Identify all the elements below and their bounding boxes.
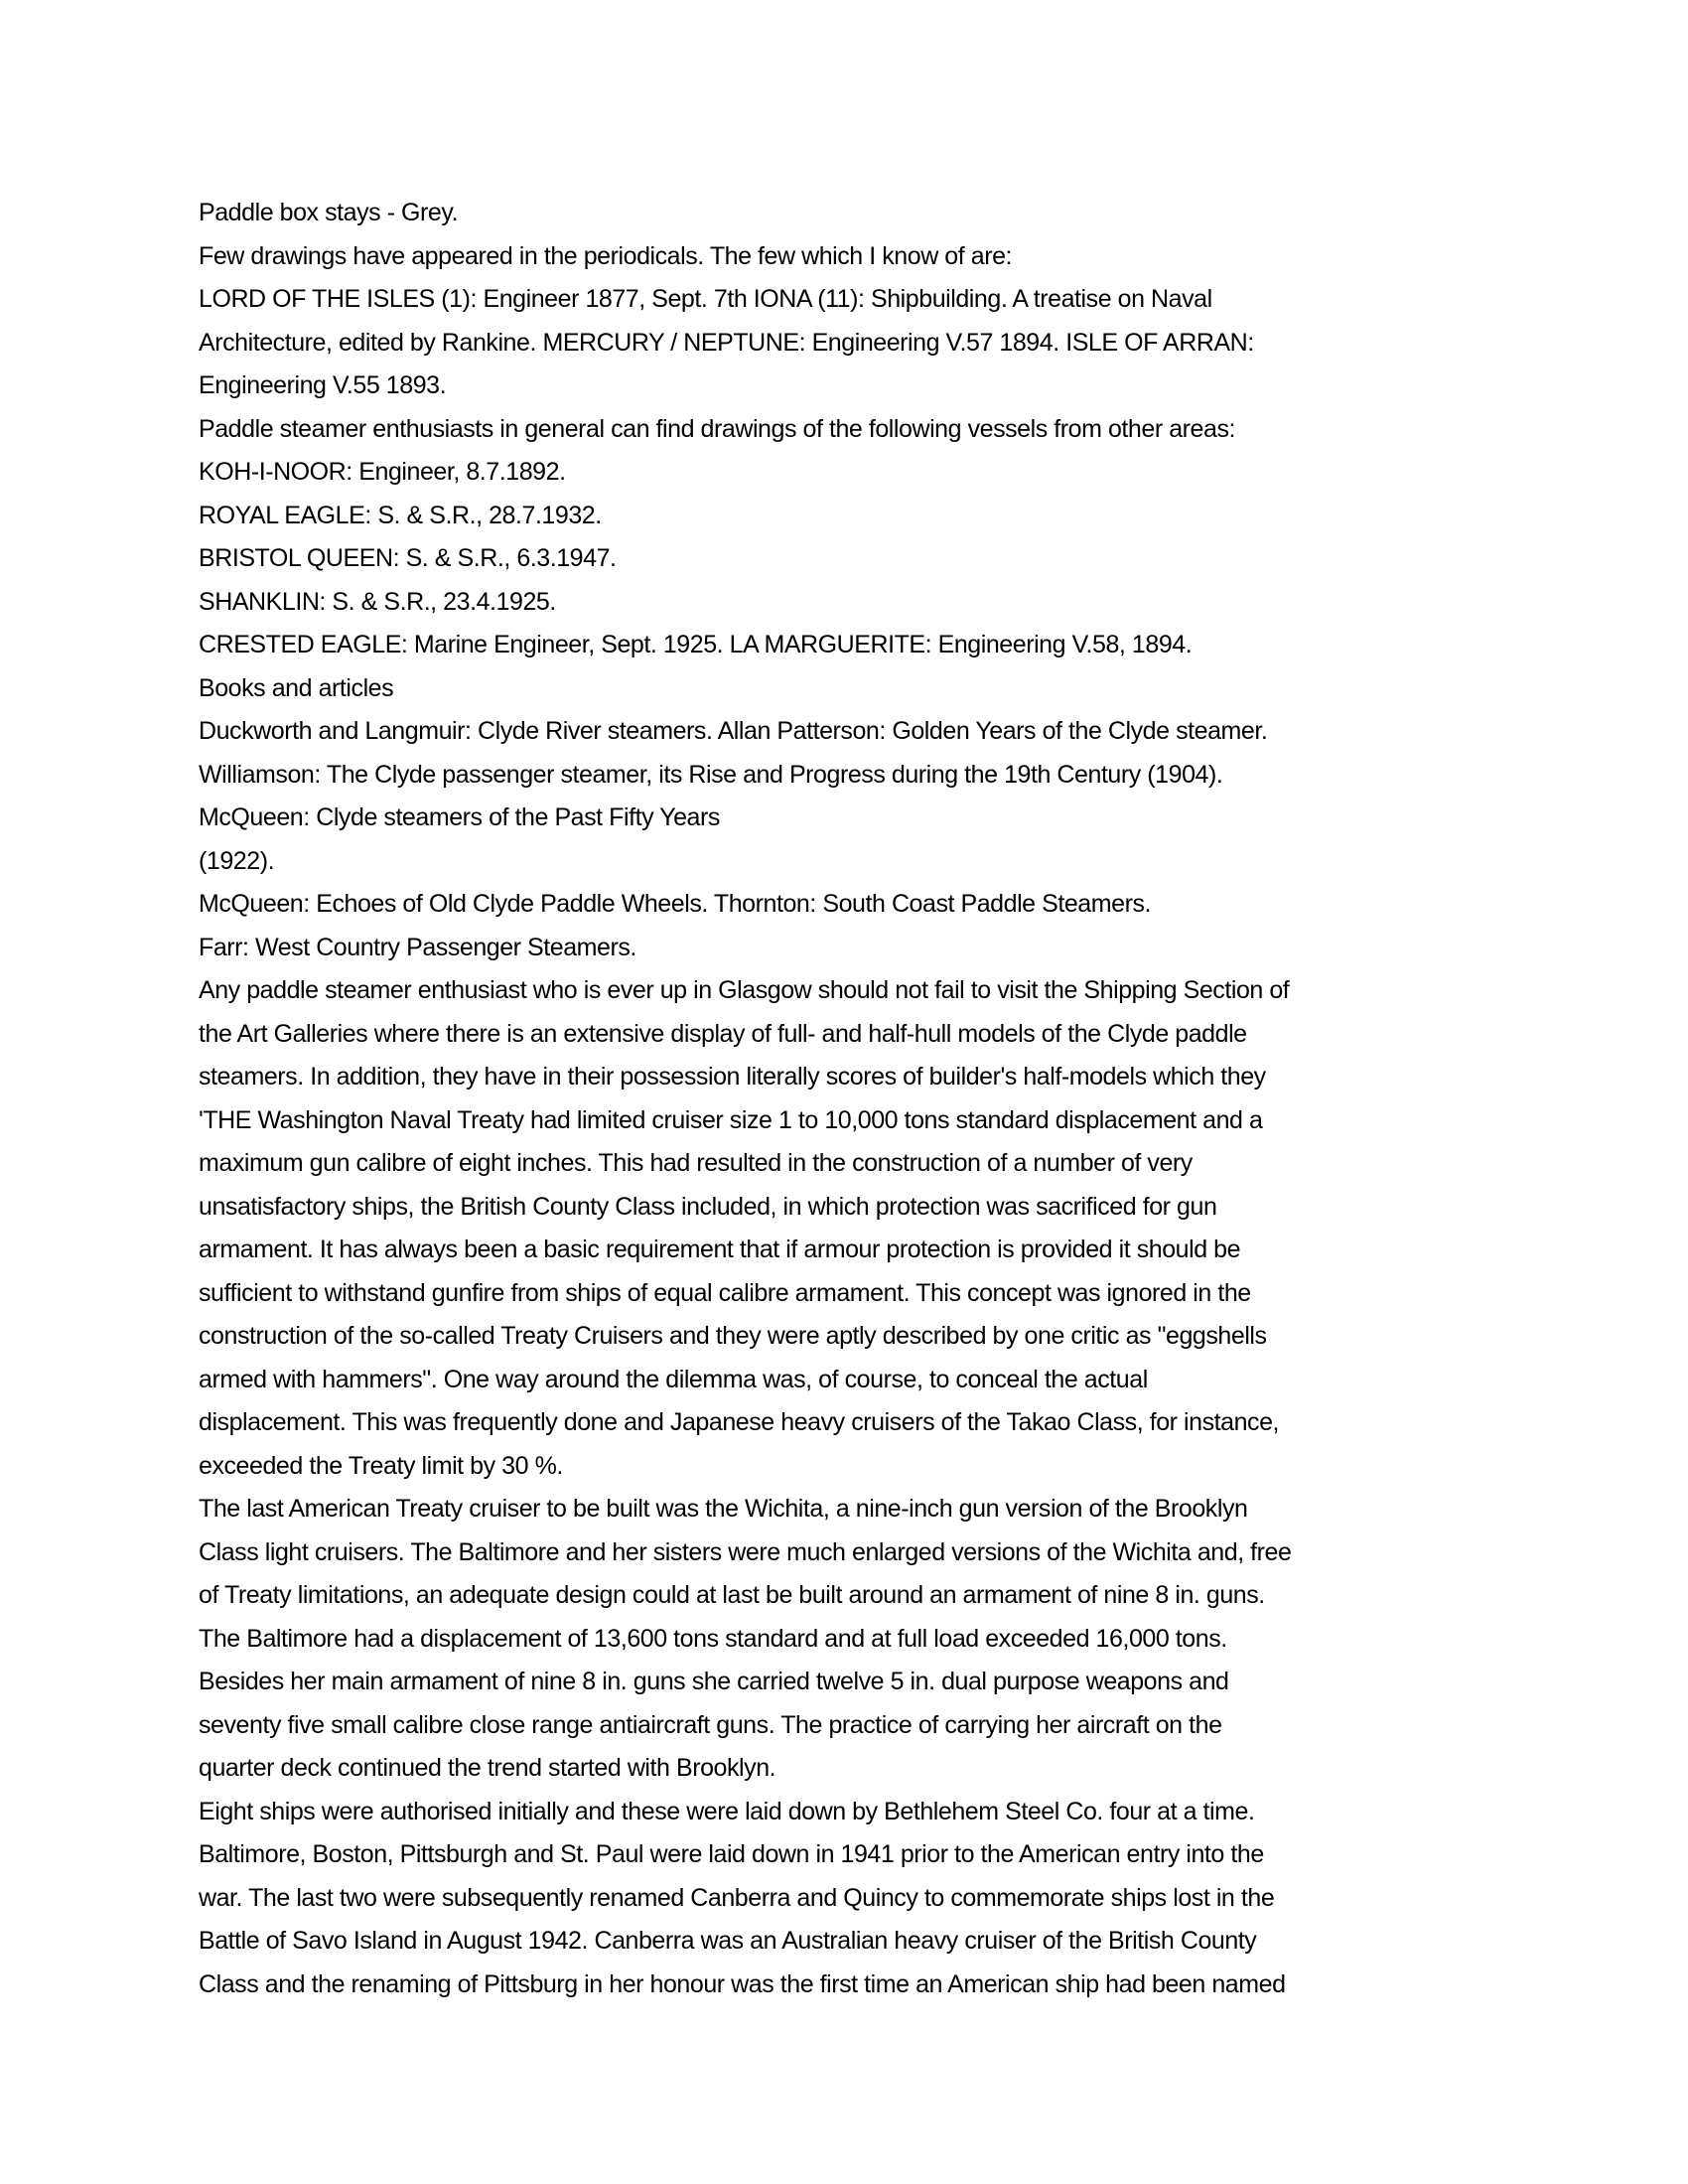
- text-line: Paddle box stays - Grey.: [199, 199, 459, 226]
- text-line: Duckworth and Langmuir: Clyde River steamers. Allan Patterson: Golden Years of the Clyde steamer.: [199, 717, 1268, 745]
- text-line: Books and articles: [199, 673, 394, 702]
- text-line: SHANKLIN: S. & S.R., 23.4.1925.: [199, 587, 556, 616]
- text-line: the Art Galleries where there is an extensive display of full- and half-hull models of the Clyde paddle: [199, 1019, 1247, 1048]
- text-line: Besides her main armament of nine 8 in. guns she carried twelve 5 in. dual purpose weapons and: [199, 1668, 1229, 1695]
- text-line: seventy five small calibre close range antiaircraft guns. The practice of carrying her aircraft on the: [199, 1710, 1222, 1739]
- text-line: Any paddle steamer enthusiast who is ever up in Glasgow should not fail to visit the Shipping Section of: [199, 976, 1290, 1004]
- text-line: BRISTOL QUEEN: S. & S.R., 6.3.1947.: [199, 544, 617, 572]
- text-line: Architecture, edited by Rankine. MERCURY / NEPTUNE: Engineering V.57 1894. ISLE OF ARRAN:: [199, 328, 1254, 357]
- text-line: construction of the so-called Treaty Cruisers and they were aptly described by one critic as "eggshells: [199, 1322, 1267, 1350]
- text-line: (1922).: [199, 846, 275, 875]
- text-line: The last American Treaty cruiser to be built was the Wichita, a nine-inch gun version of the Brooklyn: [199, 1495, 1248, 1523]
- text-line: war. The last two were subsequently renamed Canberra and Quincy to commemorate ships lost in the: [199, 1883, 1275, 1912]
- text-line: Battle of Savo Island in August 1942. Canberra was an Australian heavy cruiser of the British County: [199, 1927, 1257, 1955]
- text-line: CRESTED EAGLE: Marine Engineer, Sept. 1925. LA MARGUERITE: Engineering V.58, 1894.: [199, 631, 1193, 658]
- text-line: displacement. This was frequently done and Japanese heavy cruisers of the Takao Class, for instance,: [199, 1408, 1280, 1436]
- text-line: Williamson: The Clyde passenger steamer, its Rise and Progress during the 19th Century (1904).: [199, 760, 1223, 789]
- text-line: steamers. In addition, they have in their possession literally scores of builder's half-models which they: [199, 1063, 1266, 1091]
- text-line: unsatisfactory ships, the British County Class included, in which protection was sacrificed for gun: [199, 1192, 1217, 1221]
- text-line: Baltimore, Boston, Pittsburgh and St. Paul were laid down in 1941 prior to the American entry into the: [199, 1840, 1264, 1868]
- text-line: maximum gun calibre of eight inches. This had resulted in the construction of a number of very: [199, 1149, 1193, 1177]
- text-line: quarter deck continued the trend started with Brooklyn.: [199, 1754, 776, 1782]
- text-line: ROYAL EAGLE: S. & S.R., 28.7.1932.: [199, 501, 602, 529]
- text-line: sufficient to withstand gunfire from ships of equal calibre armament. This concept was ignored in the: [199, 1278, 1251, 1307]
- text-line: exceeded the Treaty limit by 30 %.: [199, 1451, 563, 1480]
- text-line: Few drawings have appeared in the periodicals. The few which I know of are:: [199, 241, 1013, 270]
- text-line: 'THE Washington Naval Treaty had limited cruiser size 1 to 10,000 tons standard displacement and a: [199, 1105, 1263, 1134]
- text-line: Eight ships were authorised initially and these were laid down by Bethlehem Steel Co. four at a time.: [199, 1797, 1255, 1825]
- text-line: Engineering V.55 1893.: [199, 371, 447, 399]
- text-line: KOH-I-NOOR: Engineer, 8.7.1892.: [199, 458, 566, 486]
- text-line: McQueen: Clyde steamers of the Past Fifty Years: [199, 803, 720, 831]
- text-line: Class light cruisers. The Baltimore and her sisters were much enlarged versions of the Wichita and, free: [199, 1537, 1292, 1566]
- text-line: The Baltimore had a displacement of 13,600 tons standard and at full load exceeded 16,000 tons.: [199, 1624, 1227, 1653]
- document-text-block: [199, 192, 1509, 2006]
- text-line: of Treaty limitations, an adequate design could at last be built around an armament of nine 8 in. guns.: [199, 1581, 1265, 1609]
- text-line: armed with hammers". One way around the dilemma was, of course, to conceal the actual: [199, 1365, 1148, 1393]
- text-line: Farr: West Country Passenger Steamers.: [199, 933, 636, 961]
- text-line: armament. It has always been a basic requirement that if armour protection is provided it should be: [199, 1236, 1241, 1263]
- text-line: LORD OF THE ISLES (1): Engineer 1877, Sept. 7th IONA (11): Shipbuilding. A treatise on Naval: [199, 285, 1212, 313]
- text-line: McQueen: Echoes of Old Clyde Paddle Wheels. Thornton: South Coast Paddle Steamers.: [199, 890, 1152, 918]
- text-line: Class and the renaming of Pittsburg in her honour was the first time an American ship had been named: [199, 1969, 1286, 1998]
- text-line: Paddle steamer enthusiasts in general can find drawings of the following vessels from other areas:: [199, 414, 1235, 443]
